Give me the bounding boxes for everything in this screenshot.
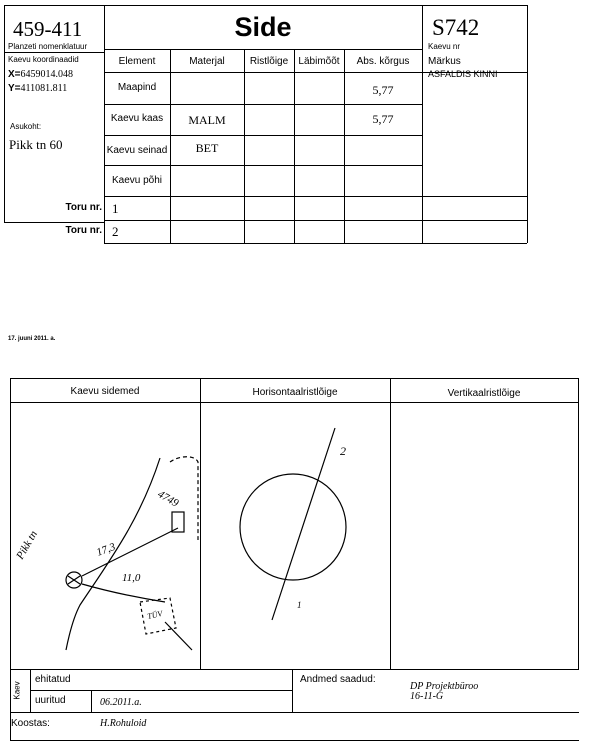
pipe-value: 1: [112, 201, 119, 216]
panel-title-vertical: Vertikaalristlõige: [447, 388, 521, 399]
address-label: Asukoht:: [10, 122, 42, 131]
pipe-label: Toru nr.: [65, 202, 102, 213]
pipe-value: 2: [112, 224, 119, 239]
well-number: S742: [432, 15, 480, 40]
col-abs-height: Abs. kõrgus: [356, 56, 410, 67]
col-crosssection: Ristlõige: [249, 56, 289, 67]
horizontal-circle: [240, 474, 346, 580]
row-height: 5,77: [372, 112, 394, 126]
coord-y-label: Y=: [8, 83, 21, 94]
row-material: BET: [195, 141, 219, 155]
annotation-height: 4749: [155, 488, 181, 510]
coord-y-value: 411081.811: [20, 83, 68, 94]
annotation-tuv: TÜV: [146, 609, 164, 621]
row-element: Kaevu seinad: [106, 145, 168, 156]
chamber-box: [172, 512, 184, 532]
panel-title-connections: Kaevu sidemed: [70, 386, 140, 397]
pipe-label: Toru nr.: [65, 225, 102, 236]
well-side-label: Kaev: [12, 681, 22, 700]
date-stamp: 17. juuni 2011. a.: [8, 336, 56, 342]
annotation-distance-1: 17,3: [94, 540, 118, 559]
row-height: 5,77: [372, 83, 394, 97]
row-element: Kaevu kaas: [110, 113, 164, 124]
street-line: [66, 458, 160, 650]
data-from-label: Andmed saadud:: [300, 674, 376, 685]
annotation-distance-2: 11,0: [122, 572, 141, 584]
note-value: ASFALDIS KINNI: [428, 69, 498, 79]
compiled-by: H.Rohuloid: [100, 718, 147, 729]
data-from-company: DP Projektbüroo: [410, 681, 479, 692]
address-value: Pikk tn 60: [9, 137, 63, 152]
col-note: Märkus: [428, 56, 461, 67]
col-diameter: Läbimõõt: [298, 56, 340, 67]
surveyed-date: 06.2011.a.: [100, 697, 142, 708]
horizontal-section-line: [272, 428, 335, 620]
surveyed-label: uuritud: [35, 695, 66, 706]
row-material: MALM: [188, 113, 226, 127]
nomenclature-number: 459-411: [13, 17, 83, 41]
row-element: Kaevu põhi: [111, 175, 163, 186]
row-element: Maapind: [117, 82, 157, 93]
coord-x-label: X=: [8, 69, 21, 80]
nomenclature-label: Planzeti nomenklatuur: [8, 42, 88, 51]
data-from-code: 16-11-G: [410, 691, 444, 702]
annotation-pipe-1: 1: [297, 600, 302, 610]
annotation-street: Pikk tn: [14, 528, 41, 562]
panel-title-horizontal: Horisontaalristlõige: [252, 387, 338, 398]
page-title: Side: [234, 12, 292, 42]
coords-label: Kaevu koordinaadid: [8, 55, 79, 64]
coord-x-value: 6459014.048: [20, 69, 74, 80]
annotation-pipe-2: 2: [340, 444, 346, 458]
compiled-label: Koostas:: [11, 718, 50, 729]
well-number-label: Kaevu nr: [428, 42, 461, 51]
built-label: ehitatud: [35, 674, 71, 685]
col-material: Materjal: [189, 56, 225, 67]
col-element: Element: [118, 56, 156, 67]
